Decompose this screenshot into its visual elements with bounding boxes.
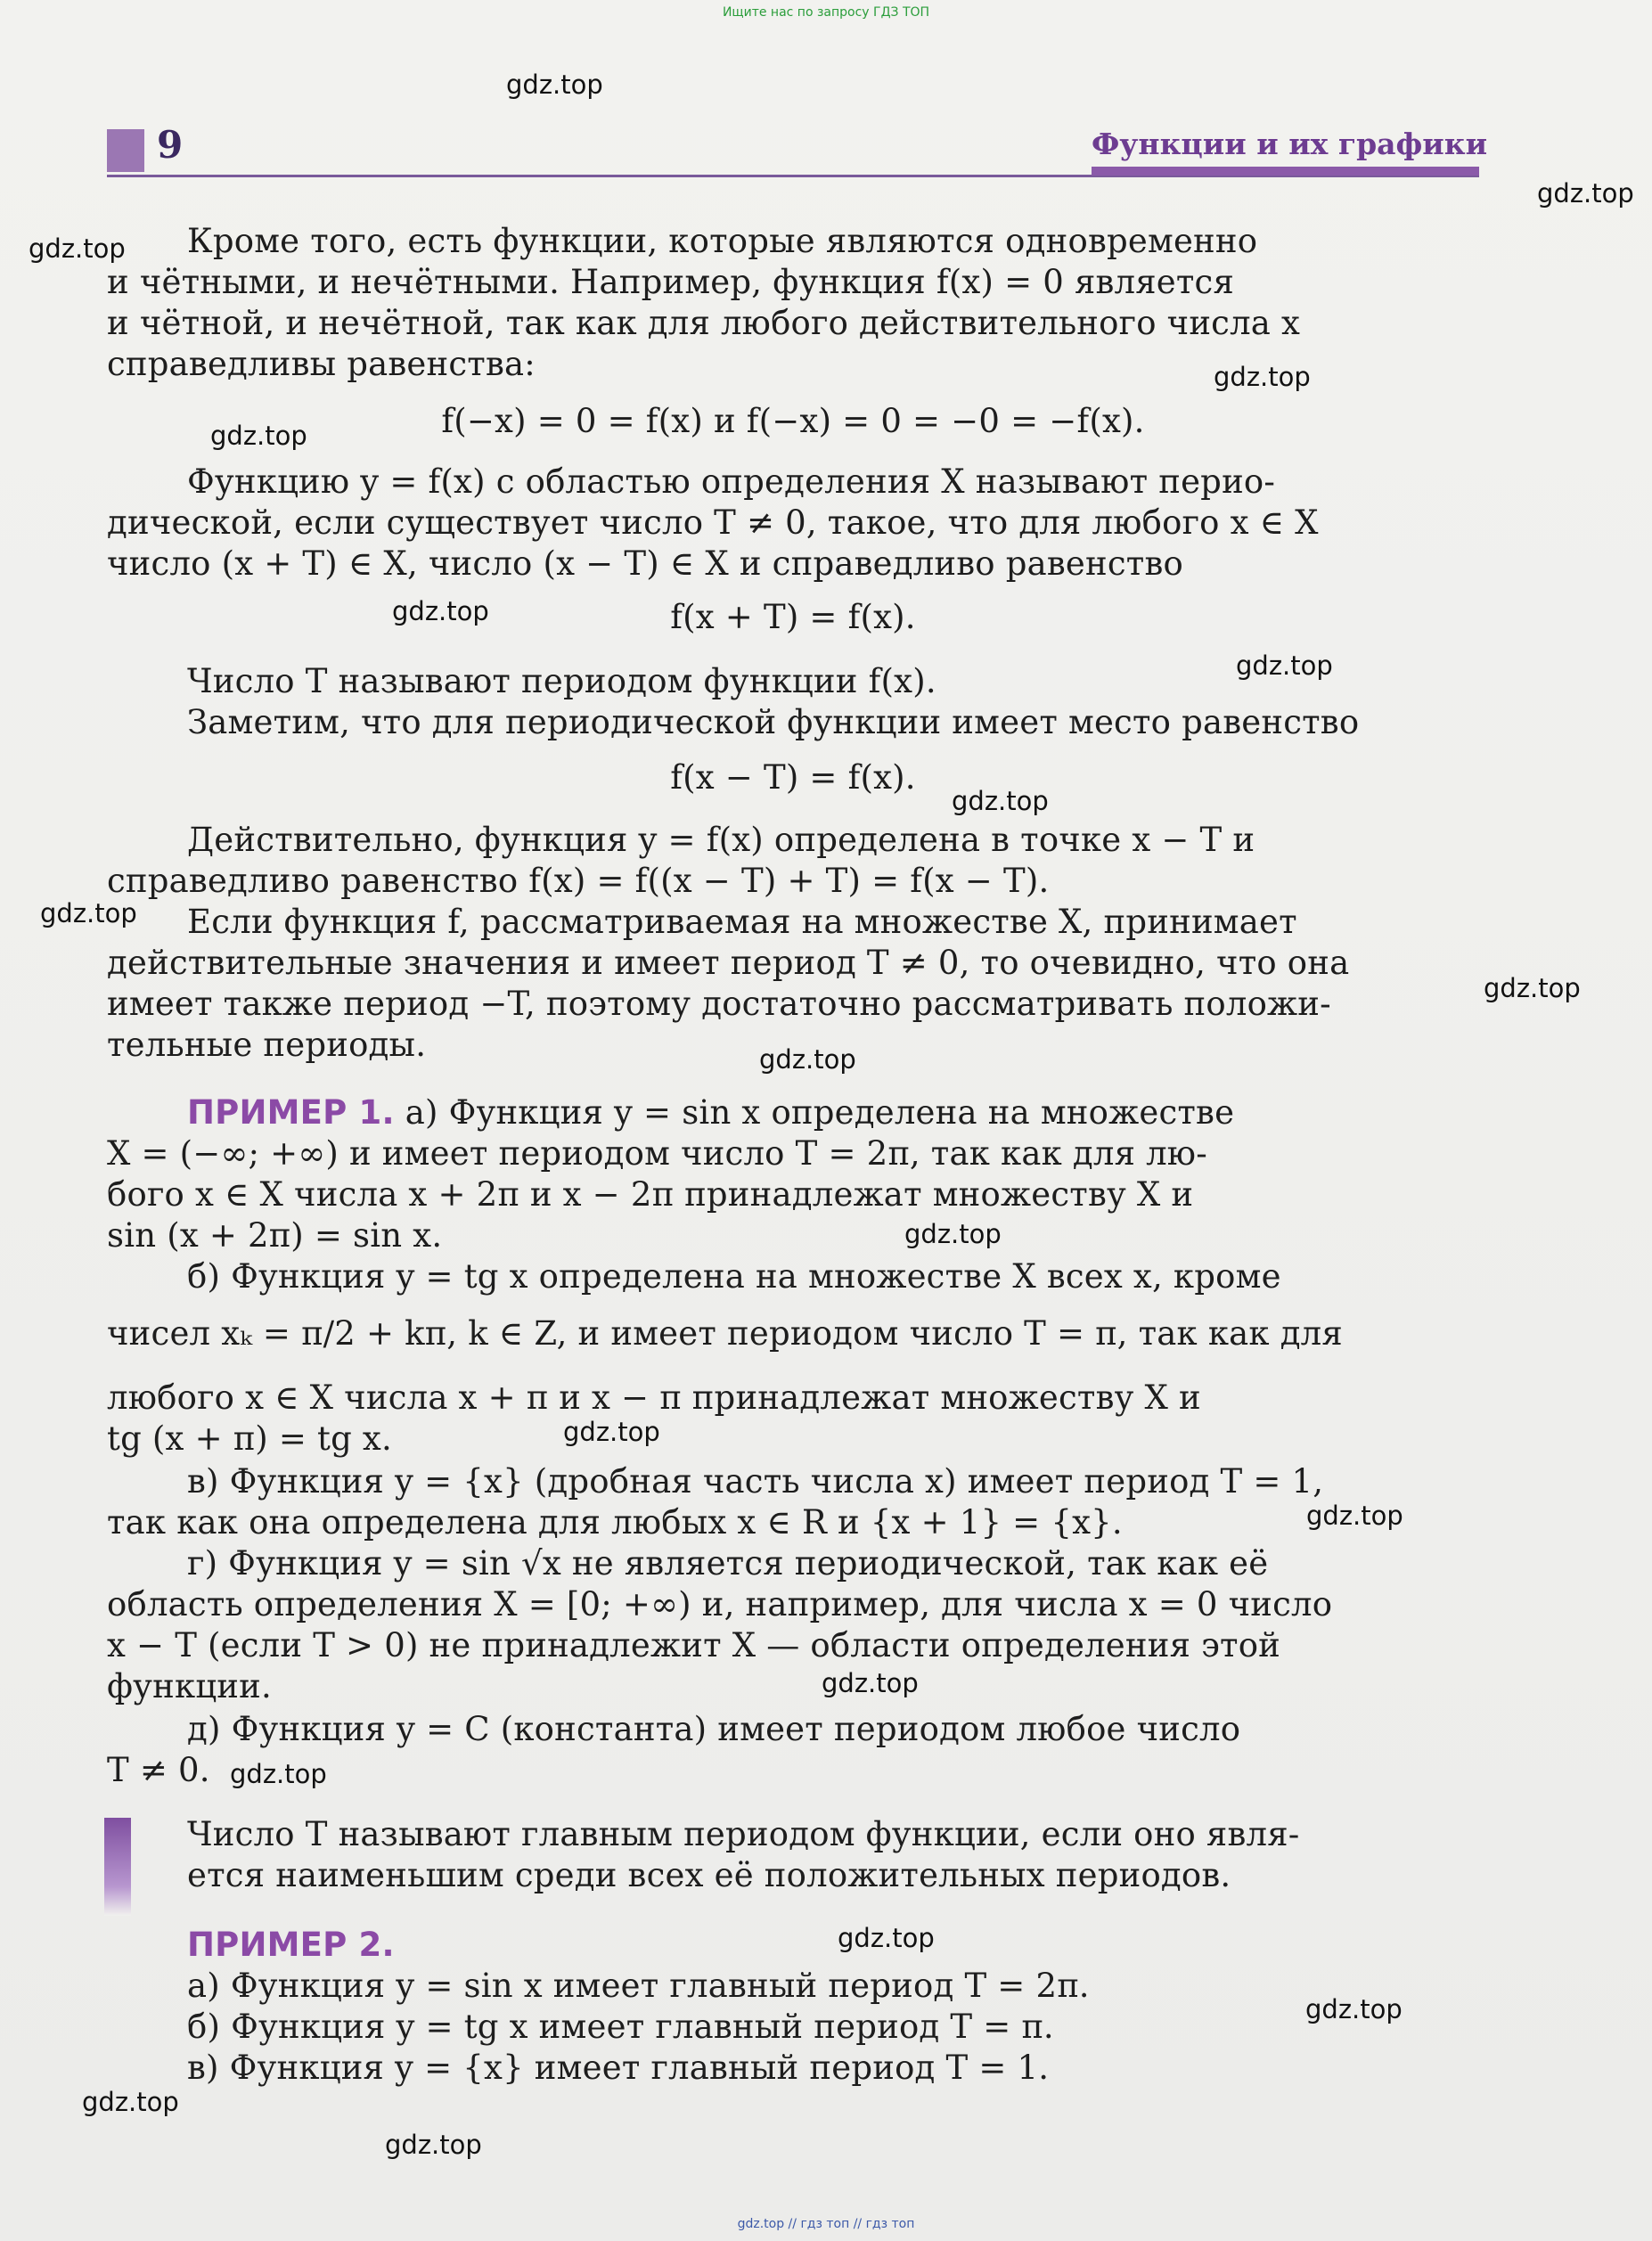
- text-line: tg (x + π) = tg x.: [107, 1419, 392, 1458]
- header-accent-rule: [1092, 167, 1479, 176]
- top-note: Ищите нас по запросу ГДЗ ТОП: [722, 5, 930, 20]
- watermark: gdz.top: [1306, 1501, 1403, 1531]
- text-line: действительные значения и имеет период T ≠ 0, то очевидно, что она: [107, 944, 1350, 982]
- watermark: gdz.top: [822, 1668, 919, 1698]
- text-line: г) Функция y = sin √x не является периодической, так как её: [187, 1544, 1269, 1583]
- text-line: любого x ∈ X числа x + π и x − π принадлежат множеству X и: [107, 1378, 1201, 1417]
- text-line: справедливо равенство f(x) = f((x − T) + T) = f(x − T).: [107, 862, 1050, 900]
- text-line: Функцию y = f(x) с областью определения X называют перио-: [187, 462, 1276, 501]
- text-line: Если функция f, рассматриваемая на множестве X, принимает: [187, 903, 1297, 941]
- text-line: T ≠ 0.: [107, 1751, 210, 1789]
- watermark: gdz.top: [1305, 1994, 1403, 2024]
- text-fragment: а) Функция y = sin x определена на множестве: [394, 1093, 1235, 1132]
- text-line: б) Функция y = tg x определена на множестве X всех x, кроме: [187, 1257, 1281, 1296]
- text-line: б) Функция y = tg x имеет главный период T = π.: [187, 2008, 1054, 2046]
- watermark: gdz.top: [230, 1759, 327, 1789]
- text-line: Кроме того, есть функции, которые являются одновременно: [187, 222, 1258, 260]
- text-line: функции.: [107, 1667, 272, 1705]
- text-line: в) Функция y = {x} (дробная часть числа x) имеет период T = 1,: [187, 1462, 1324, 1501]
- text-line: Число T называют периодом функции f(x).: [187, 662, 936, 700]
- definition-line: ется наименьшим среди всех её положительных периодов.: [187, 1856, 1231, 1894]
- watermark: gdz.top: [29, 233, 126, 264]
- watermark: gdz.top: [1214, 362, 1311, 392]
- bottom-note: gdz.top // гдз топ // гдз топ: [737, 2217, 915, 2231]
- text-line: так как она определена для любых x ∈ R и {x + 1} = {x}.: [107, 1503, 1123, 1542]
- section-title: Функции и их графики: [1092, 127, 1488, 161]
- text-line: бого x ∈ X числа x + 2π и x − 2π принадлежат множеству X и: [107, 1175, 1194, 1214]
- text-line: sin (x + 2π) = sin x.: [107, 1216, 443, 1255]
- text-line: число (x + T) ∈ X, число (x − T) ∈ X и справедливо равенство: [107, 544, 1183, 583]
- example-2-label: [107, 1925, 1559, 1965]
- watermark: gdz.top: [392, 596, 489, 626]
- text-line: а) Функция y = sin x имеет главный период T = 2π.: [187, 1967, 1090, 2005]
- watermark: gdz.top: [952, 786, 1049, 816]
- formula: f(x + T) = f(x).: [670, 598, 916, 636]
- example-2-label-text: ПРИМЕР 2.: [187, 1926, 395, 1964]
- text-line: дической, если существует число T ≠ 0, такое, что для любого x ∈ X: [107, 503, 1319, 542]
- watermark: gdz.top: [904, 1219, 1002, 1249]
- definition-line: Число T называют главным периодом функции, если оно явля-: [187, 1815, 1300, 1853]
- formula: f(−x) = 0 = f(x) и f(−x) = 0 = −0 = −f(x).: [441, 402, 1145, 440]
- watermark: gdz.top: [82, 2087, 179, 2117]
- text-line: справедливы равенства:: [107, 345, 536, 383]
- watermark: gdz.top: [1236, 650, 1333, 681]
- watermark: gdz.top: [385, 2130, 482, 2160]
- text-line: имеет также период −T, поэтому достаточно рассматривать положи-: [107, 985, 1331, 1023]
- text-line: область определения X = [0; +∞) и, например, для числа x = 0 число: [107, 1585, 1333, 1623]
- example-1-line: [107, 1092, 1559, 1133]
- page-marker: [107, 129, 144, 172]
- watermark: gdz.top: [506, 70, 603, 100]
- text-line: и чётной, и нечётной, так как для любого действительного числа x: [107, 304, 1301, 342]
- watermark: gdz.top: [1484, 973, 1581, 1003]
- text-line: д) Функция y = C (константа) имеет периодом любое число: [187, 1710, 1241, 1748]
- watermark: gdz.top: [1537, 178, 1634, 209]
- text-line: тельные периоды.: [107, 1026, 427, 1064]
- watermark: gdz.top: [210, 421, 307, 451]
- text-line: чисел xₖ = π/2 + kπ, k ∈ Z, и имеет периодом число T = π, так как для: [107, 1314, 1343, 1353]
- watermark: gdz.top: [759, 1044, 856, 1075]
- text-line: Заметим, что для периодической функции имеет место равенство: [187, 703, 1360, 741]
- watermark: gdz.top: [563, 1417, 660, 1447]
- text-line: Действительно, функция y = f(x) определена в точке x − T и: [187, 821, 1255, 859]
- text-line: в) Функция y = {x} имеет главный период T = 1.: [187, 2049, 1050, 2087]
- text-line: x − T (если T > 0) не принадлежит X — области определения этой: [107, 1626, 1281, 1664]
- watermark: gdz.top: [40, 898, 137, 928]
- example-1-label: ПРИМЕР 1.: [187, 1093, 395, 1132]
- text-line: X = (−∞; +∞) и имеет периодом число T = 2π, так как для лю-: [107, 1134, 1207, 1173]
- formula: f(x − T) = f(x).: [670, 758, 916, 797]
- watermark: gdz.top: [838, 1923, 935, 1953]
- text-line: и чётными, и нечётными. Например, функция f(x) = 0 является: [107, 263, 1234, 301]
- page-number: 9: [157, 123, 184, 167]
